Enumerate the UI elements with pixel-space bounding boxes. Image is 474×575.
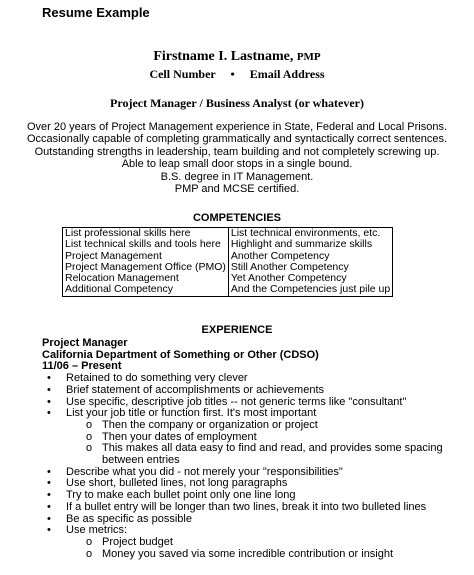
sub-list-item-continuation: between entries [102,454,180,467]
competency-item: Highlight and summarize skills [230,238,373,251]
contact-line [0,67,474,82]
candidate-credential: PMP [296,51,321,63]
summary-line: B.S. degree in IT Management. [160,170,314,183]
target-job-title: Project Manager / Business Analyst (or whatever) [110,96,364,110]
contact-separator: • [230,67,235,81]
list-item-text: Use specific, descriptive job titles -- not generic terms like "consultant" [66,395,407,408]
cell-number: Cell Number [149,67,216,81]
candidate-name [0,49,474,65]
competency-item: Another Competency [230,249,330,262]
list-item-text: Use short, bulleted lines, not long paragraphs [66,477,288,490]
summary-line: Outstanding strengths in leadership, team building and not completely screwing up. [34,145,440,158]
summary-line: PMP and MCSE certified. [174,183,300,196]
competency-item: Relocation Management [65,272,179,285]
sub-bullet-list [42,420,462,467]
bullet-list [42,467,462,537]
competency-item: Project Management Office (PMO) [65,260,226,273]
bullet-glyph: • [47,477,51,490]
competency-item: Still Another Competency [230,260,349,273]
bullet-glyph: • [47,465,51,478]
employer-name: California Department of Something or Other (CDSO) [42,348,319,361]
competency-item: List technical environments, etc. [230,227,381,239]
professional-summary [0,121,474,195]
employment-dates: 11/06 – Present [42,360,122,373]
list-item-text: If a bullet entry will be longer than two lines, break it into two bulleted lines [66,500,427,513]
list-item-text: Be as specific as possible [66,512,192,525]
bullet-glyph: • [47,524,51,537]
experience-heading: EXPERIENCE [201,324,273,336]
document-caption: Resume Example [42,5,150,20]
bullet-glyph: • [47,489,51,502]
sub-list-item [42,443,462,466]
sub-bullet-glyph: o [86,430,93,443]
email-address: Email Address [249,67,325,81]
bullet-glyph: • [47,512,51,525]
sub-bullet-list [42,537,462,560]
table-cell-right [228,228,392,297]
sub-list-item-text: Project budget [102,535,173,548]
candidate-name-text: Firstname I. Lastname, [153,49,294,64]
role-title: Project Manager [42,337,128,349]
sub-list-item-text: Then the company or organization or project [102,418,318,431]
sub-list-item-text: This makes all data easy to find and read, and provides some spacing [102,442,443,455]
summary-line: Over 20 years of Project Management experience in State, Federal and Local Prisons. [26,121,448,133]
competencies-table [62,227,393,297]
bullet-glyph: • [47,500,51,513]
list-item-text: Retained to do something very clever [66,372,248,385]
sub-list-item-text: Money you saved via some incredible contribution or insight [102,547,394,560]
sub-bullet-glyph: o [86,547,93,560]
sub-bullet-glyph: o [86,442,93,455]
summary-line: Occasionally capable of completing grammatically and syntactically correct sentences. [26,133,448,146]
list-item-text: Try to make each bullet point only one line long [66,489,296,502]
competency-item: List technical skills and tools here [65,238,221,251]
sub-list-item [42,549,462,561]
table-cell-left [63,228,229,297]
experience-entry [42,338,462,560]
table-row [63,228,393,297]
list-item-text: Brief statement of accomplishments or achievements [66,383,325,396]
bullet-list [42,373,462,420]
list-item-text: Describe what you did - not merely your "responsibilities" [66,465,343,478]
bullet-glyph: • [47,383,51,396]
competency-item: Additional Competency [65,283,173,296]
bullet-glyph: • [47,372,51,385]
competency-item: And the Competencies just pile up [230,283,391,296]
competency-item: Yet Another Competency [230,272,347,285]
sub-bullet-glyph: o [86,535,93,548]
list-item-text: List your job title or function first. It's most important [66,407,317,420]
competencies-heading: COMPETENCIES [192,212,281,224]
bullet-glyph: • [47,407,51,420]
list-item-text: Use metrics: [66,524,128,537]
sub-list-item-text: Then your dates of employment [102,430,257,443]
competency-item: Project Management [65,249,162,262]
summary-line: Able to leap small door stops in a single bound. [121,158,353,171]
sub-bullet-glyph: o [86,418,93,431]
bullet-glyph: • [47,395,51,408]
competency-item: List professional skills here [65,227,191,239]
